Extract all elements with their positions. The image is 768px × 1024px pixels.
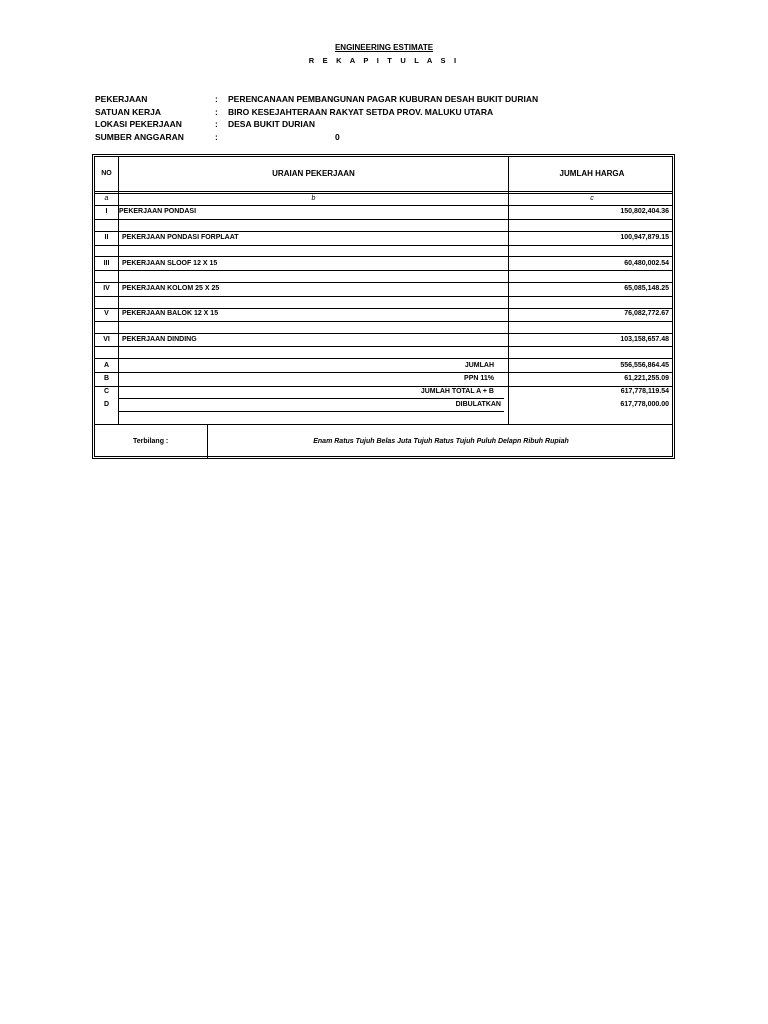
row-jumlah: 65,085,148.25 — [624, 285, 669, 292]
info-colon: : — [215, 94, 218, 104]
row-jumlah: 76,082,772.67 — [624, 310, 669, 317]
summary-value: 617,778,000.00 — [620, 401, 669, 408]
row-divider — [95, 193, 672, 194]
recap-table — [92, 154, 675, 459]
summary-label: PPN 11% — [464, 375, 494, 382]
row-uraian: PEKERJAAN PONDASI FORPLAAT — [122, 234, 239, 241]
row-uraian: PEKERJAAN SLOOF 12 X 15 — [122, 260, 218, 267]
summary-no: A — [103, 362, 110, 369]
summary-no: B — [103, 375, 110, 382]
row-jumlah: 100,947,879.15 — [620, 234, 669, 241]
info-colon: : — [215, 106, 218, 117]
info-colon: : — [215, 131, 218, 142]
row-divider — [95, 191, 672, 192]
row-no: I — [105, 208, 108, 215]
row-divider — [95, 270, 672, 271]
row-no: III — [103, 260, 110, 267]
info-label: SATUAN KERJA — [95, 106, 161, 117]
row-divider — [95, 282, 672, 283]
row-no: II — [104, 234, 109, 241]
row-uraian: PEKERJAAN PONDASI — [119, 208, 197, 215]
row-uraian: PEKERJAAN BALOK 12 X 15 — [122, 310, 219, 317]
row-divider — [95, 205, 672, 206]
row-no: V — [104, 310, 109, 317]
row-jumlah: 150,802,404.36 — [620, 208, 669, 215]
document-subtitle: R E K A P I T U L A S I — [308, 56, 460, 65]
summary-label: JUMLAH — [464, 362, 494, 369]
row-divider — [95, 321, 672, 322]
info-label: PEKERJAAN — [95, 94, 148, 104]
info-value: DESA BUKIT DURIAN — [228, 119, 316, 129]
header-uraian: URAIAN PEKERJAAN — [272, 169, 355, 178]
summary-value: 617,778,119.54 — [620, 388, 669, 395]
subheader-no: a — [104, 195, 109, 202]
summary-value: 61,221,255.09 — [624, 375, 669, 382]
row-divider — [95, 245, 672, 246]
info-colon: : — [215, 119, 218, 129]
row-divider — [95, 231, 672, 232]
header-jumlah: JUMLAH HARGA — [559, 169, 625, 178]
terbilang-value: Enam Ratus Tujuh Belas Juta Tujuh Ratus Tujuh Puluh Delapn Ribuh Rupiah — [313, 438, 569, 445]
row-divider — [119, 398, 504, 399]
subheader-jumlah: c — [590, 195, 594, 202]
summary-value: 556,556,864.45 — [620, 362, 669, 369]
row-divider — [95, 346, 672, 347]
row-jumlah: 103,158,657.48 — [620, 336, 669, 343]
row-divider — [95, 308, 672, 309]
row-jumlah: 60,480,002.54 — [624, 260, 669, 267]
info-value: PERENCANAAN PEMBANGUNAN PAGAR KUBURAN DESAH BUKIT DURIAN — [228, 94, 539, 104]
row-divider — [119, 411, 504, 412]
row-uraian: PEKERJAAN KOLOM 25 X 25 — [122, 285, 220, 292]
summary-no: C — [103, 388, 110, 395]
summary-no: D — [103, 401, 110, 408]
info-value: BIRO KESEJAHTERAAN RAKYAT SETDA PROV. MALUKU UTARA — [228, 106, 494, 117]
row-divider — [95, 372, 672, 373]
terbilang-label: Terbilang : — [133, 438, 169, 445]
header-no: NO — [101, 170, 112, 177]
row-divider — [95, 219, 672, 220]
row-no: VI — [103, 336, 110, 343]
info-label: SUMBER ANGGARAN — [95, 131, 184, 142]
info-label: LOKASI PEKERJAAN — [95, 119, 182, 129]
summary-label: JUMLAH TOTAL A + B — [420, 388, 494, 395]
row-divider — [95, 296, 672, 297]
recap-table-inner — [94, 156, 673, 457]
row-divider — [95, 386, 672, 387]
subheader-uraian: b — [311, 195, 316, 202]
row-uraian: PEKERJAAN DINDING — [122, 336, 197, 343]
summary-label: DIBULATKAN — [455, 401, 501, 408]
row-no: IV — [103, 285, 110, 292]
row-divider — [95, 358, 672, 359]
row-divider — [95, 333, 672, 334]
info-value: 0 — [335, 131, 340, 142]
document-title: ENGINEERING ESTIMATE — [334, 43, 434, 52]
row-divider — [95, 256, 672, 257]
row-divider — [95, 424, 672, 425]
